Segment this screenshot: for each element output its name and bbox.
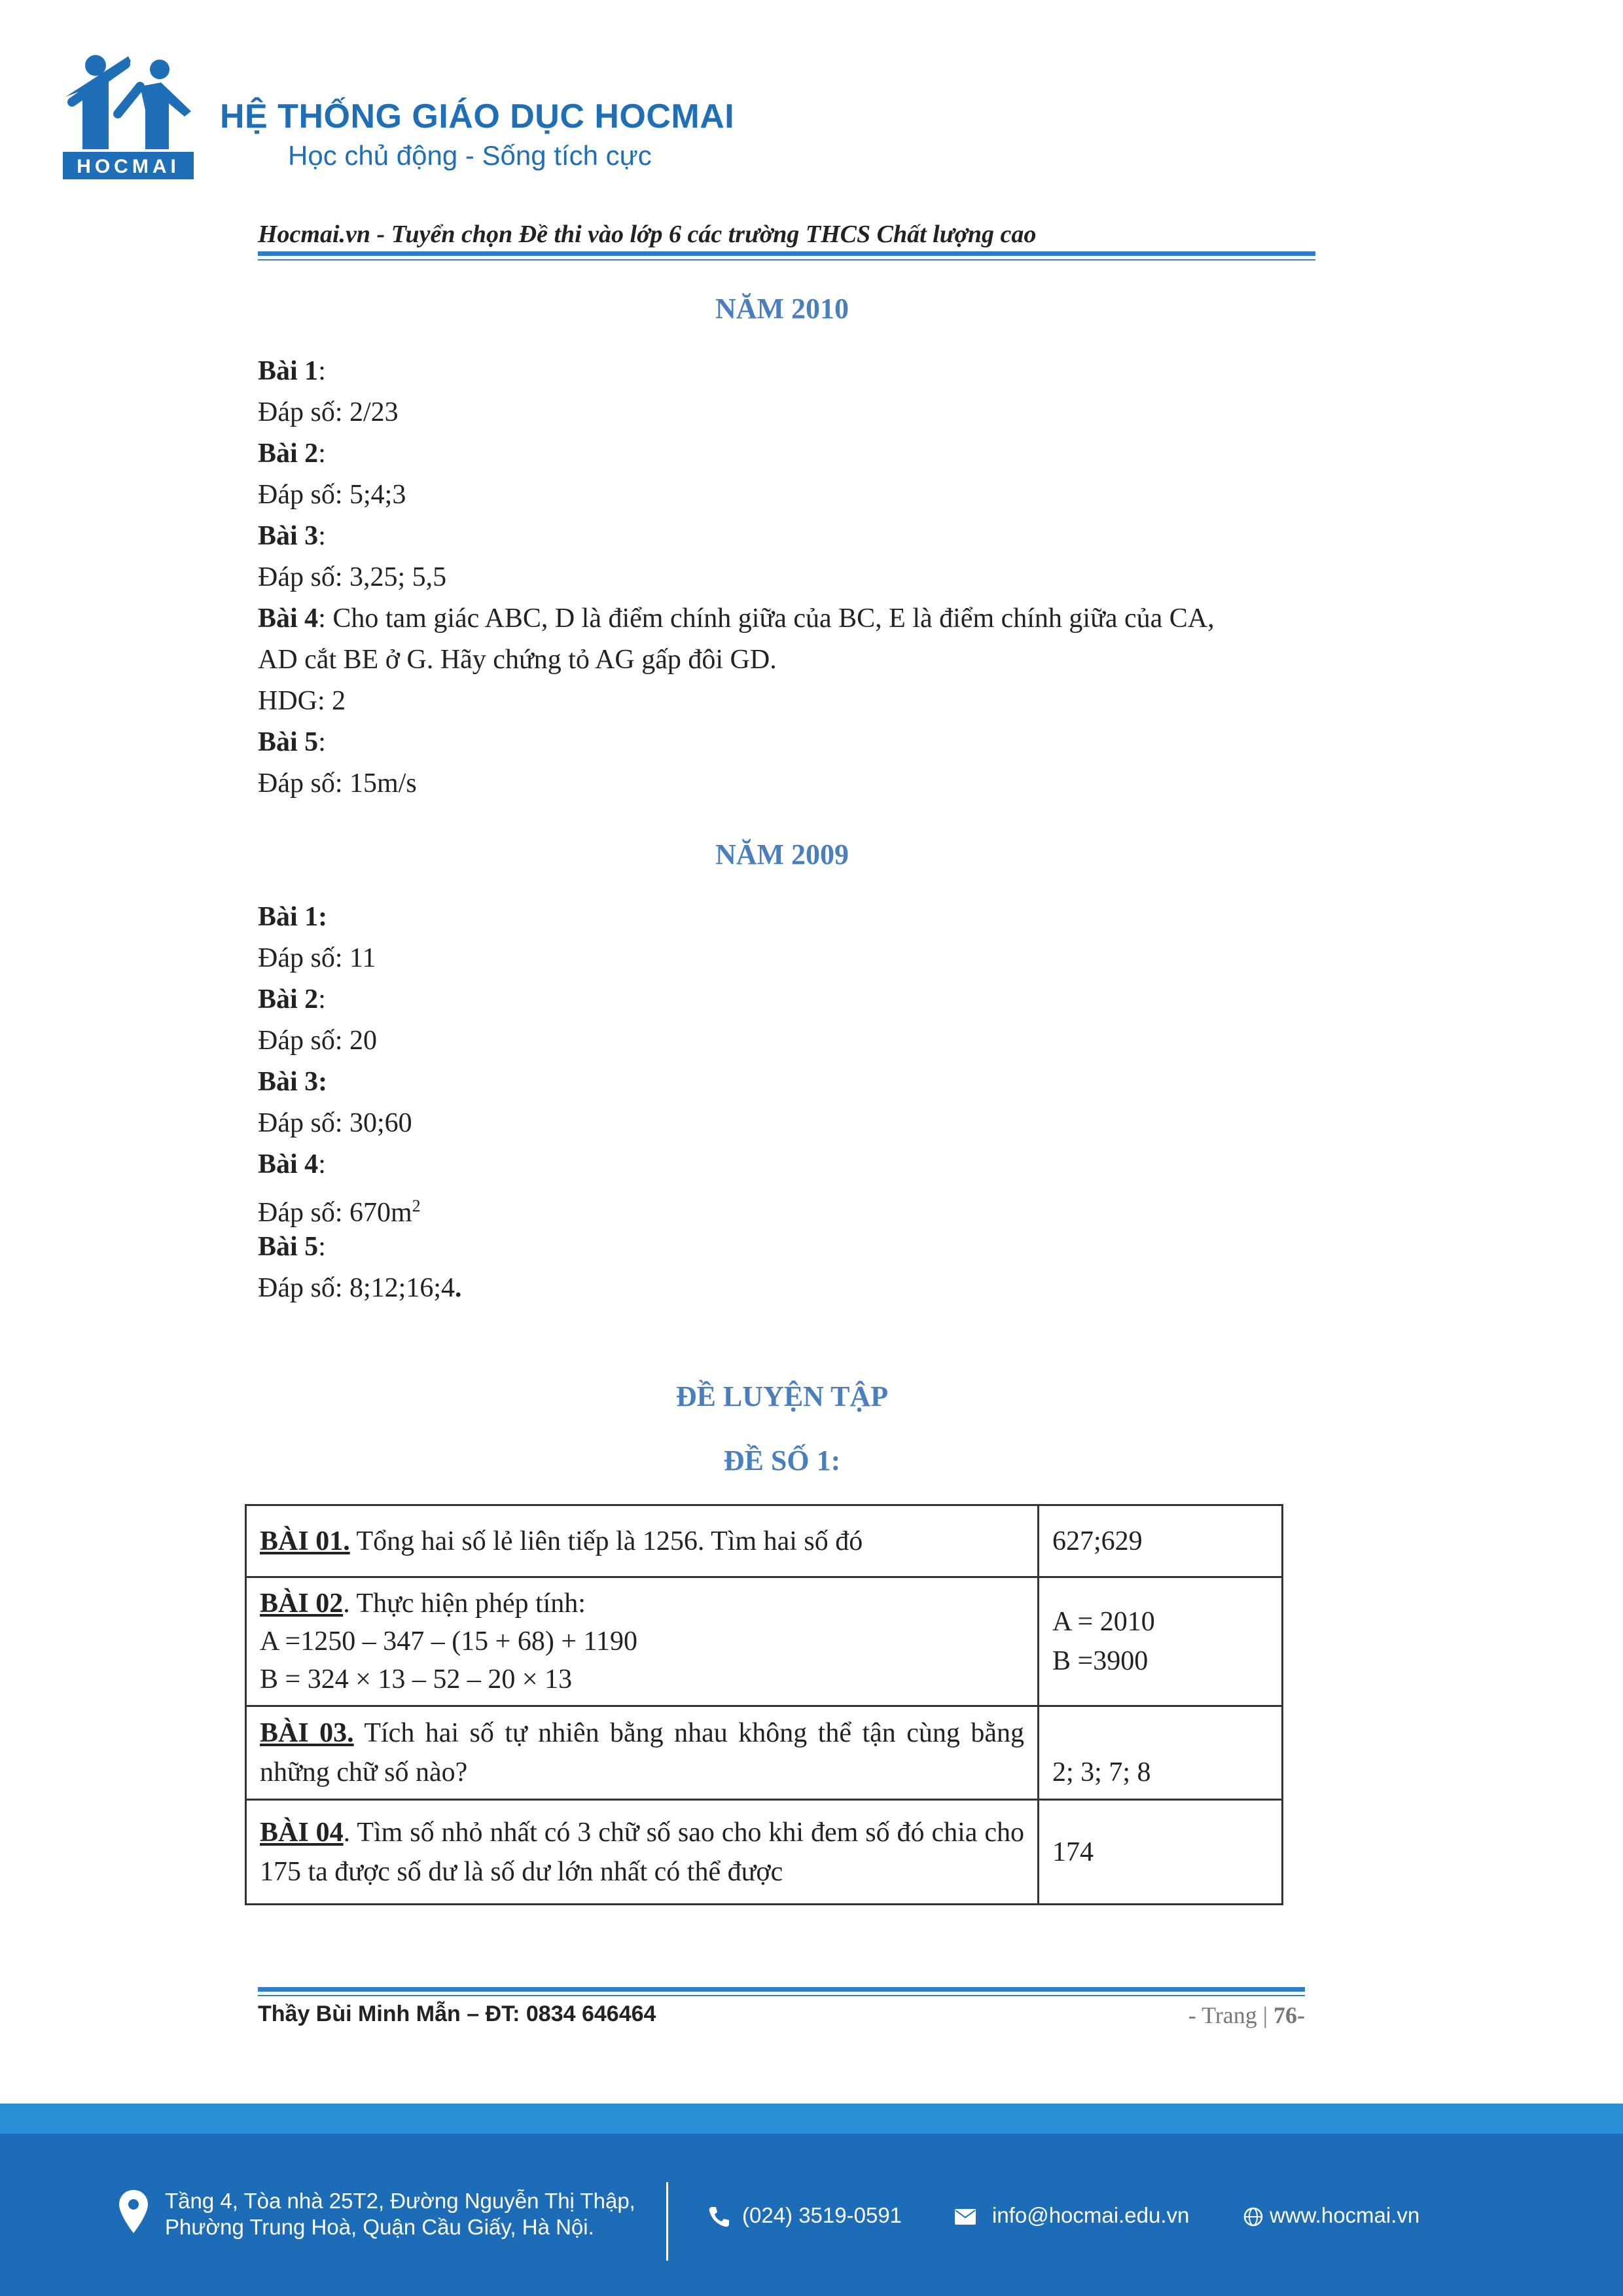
answer-2010-3-label: Bài 3: <box>258 521 326 551</box>
header-rule-thin <box>258 259 1315 260</box>
question-cell: BÀI 01. Tổng hai số lẻ liên tiếp là 1256. Tìm hai số đó <box>246 1505 1039 1577</box>
answer-2009-5: Đáp số: 8;12;16;4. <box>258 1273 462 1303</box>
practice-heading: ĐỀ LUYỆN TẬP <box>675 1380 889 1412</box>
footer-rule-thick <box>258 1987 1305 1992</box>
address-line-2: Phường Trung Hoà, Quận Cầu Giấy, Hà Nội. <box>165 2215 594 2239</box>
answer-2009-1-label: Bài 1: <box>258 902 328 932</box>
question-cell: BÀI 03. Tích hai số tự nhiên bằng nhau không thể tận cùng bằng những chữ số nào? <box>246 1706 1039 1800</box>
answer-2010-3: Đáp số: 3,25; 5,5 <box>258 562 447 592</box>
answer-2010-2: Đáp số: 5;4;3 <box>258 480 406 510</box>
answer-2010-2-label: Bài 2: <box>258 439 326 469</box>
answer-2009-3: Đáp số: 30;60 <box>258 1108 412 1138</box>
answer-cell: A = 2010 B =3900 <box>1039 1577 1283 1706</box>
question-cell: BÀI 02. Thực hiện phép tính: A =1250 – 347 – (15 + 68) + 1190 B = 324 × 13 – 52 – 20 × 13 <box>246 1577 1039 1706</box>
logo-people-icon <box>63 51 194 179</box>
footer-divider <box>666 2182 668 2261</box>
mail-icon <box>954 2208 976 2225</box>
answer-2010-1: Đáp số: 2/23 <box>258 397 399 427</box>
answer-2009-2-label: Bài 2: <box>258 984 326 1014</box>
table-row <box>246 1800 1283 1905</box>
answer-2010-1-label: Bài 1: <box>258 356 326 386</box>
heading-2009: NĂM 2009 <box>715 838 849 870</box>
hocmai-logo <box>63 51 194 179</box>
exercise-table <box>245 1504 1283 1905</box>
answer-2010-4: HDG: 2 <box>258 686 346 716</box>
answer-2009-2: Đáp số: 20 <box>258 1026 377 1056</box>
brand-slogan: Học chủ động - Sống tích cực <box>288 140 652 171</box>
question-2010-4-line2: AD cắt BE ở G. Hãy chứng tỏ AG gấp đôi GD. <box>258 645 777 675</box>
svg-text:HOCMAI: HOCMAI <box>77 156 180 177</box>
answer-2009-1: Đáp số: 11 <box>258 943 376 973</box>
table-row <box>246 1577 1283 1706</box>
answer-2009-5-label: Bài 5: <box>258 1232 326 1262</box>
document-header-title: Hocmai.vn - Tuyển chọn Đề thi vào lớp 6 các trường THCS Chất lượng cao <box>258 221 1037 248</box>
question-cell: BÀI 04. Tìm số nhỏ nhất có 3 chữ số sao cho khi đem số đó chia cho 175 ta được số dư là số dư lớn nhất có thể được <box>246 1800 1039 1905</box>
answer-cell: 627;629 <box>1039 1505 1283 1577</box>
phone-number[interactable]: (024) 3519-0591 <box>742 2203 902 2227</box>
website-link[interactable]: www.hocmai.vn <box>1270 2203 1420 2227</box>
footer-rule-thin <box>258 1995 1305 1996</box>
answer-2009-4-label: Bài 4: <box>258 1149 326 1179</box>
answer-cell: 2; 3; 7; 8 <box>1039 1706 1283 1800</box>
email-link[interactable]: info@hocmai.edu.vn <box>992 2203 1190 2227</box>
answer-2009-3-label: Bài 3: <box>258 1067 328 1097</box>
address-line-1: Tầng 4, Tòa nhà 25T2, Đường Nguyễn Thị Thập, <box>165 2189 635 2213</box>
page-number: - Trang | 76- <box>1188 2002 1305 2028</box>
table-row <box>246 1706 1283 1800</box>
footer-band-light <box>0 2104 1623 2134</box>
author-contact: Thầy Bùi Minh Mẫn – ĐT: 0834 646464 <box>258 2001 656 2026</box>
table-row <box>246 1505 1283 1577</box>
heading-2010: NĂM 2010 <box>715 293 849 325</box>
answer-2009-4: Đáp số: $670m^2$ <box>258 1196 421 1228</box>
globe-icon <box>1243 2207 1263 2227</box>
header-rule-thick <box>258 251 1315 256</box>
practice-subheading: ĐỀ SỐ 1: <box>723 1444 841 1477</box>
phone-icon <box>707 2204 732 2229</box>
answer-2010-5: Đáp số: 15m/s <box>258 768 417 798</box>
location-pin-icon <box>118 2189 149 2234</box>
brand-name: HỆ THỐNG GIÁO DỤC HOCMAI <box>220 98 735 135</box>
question-2010-4-line1: Bài 4: Cho tam giác ABC, D là điểm chính giữa của BC, E là điểm chính giữa của CA, <box>258 603 1215 634</box>
answer-cell: 174 <box>1039 1800 1283 1905</box>
answer-2010-5-label: Bài 5: <box>258 727 326 757</box>
